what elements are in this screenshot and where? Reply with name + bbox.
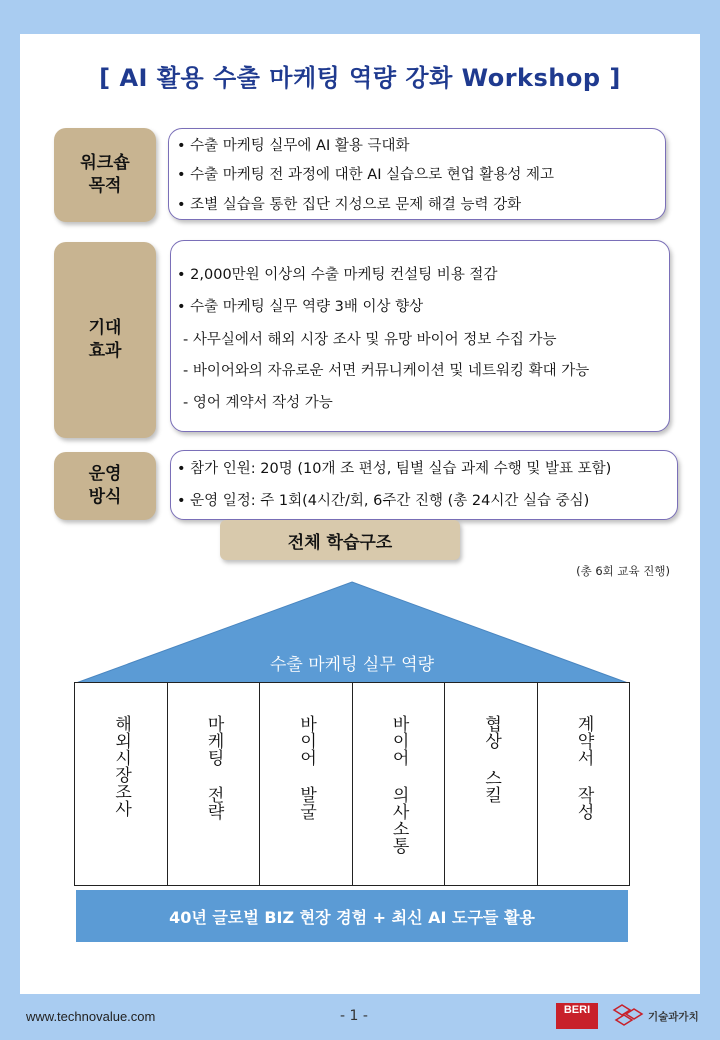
effect-content [170,240,670,432]
pillar-column [353,683,446,885]
pillar-column [538,683,630,885]
pillar-label: 계약서 작성 [573,715,594,820]
footer-url[interactable]: www.technovalue.com [26,1009,156,1024]
operation-content [170,450,678,520]
effect-label: 기대 효과 [54,242,156,438]
effect-line: - 사무실에서 해외 시장 조사 및 유망 바이어 정보 수집 가능 [183,332,557,348]
pillar-column [75,683,168,885]
pillar-column [445,683,538,885]
pillar-label: 바이어 발굴 [296,715,317,820]
pillar-label: 협상 스킬 [481,715,502,803]
pillar-columns [74,682,630,886]
operation-line: • 운영 일정: 주 1회(4시간/회, 6주간 진행 (총 24시간 실습 중심) [177,493,590,509]
company-name: 기술과가치 [648,1011,699,1023]
purpose-line: • 수출 마케팅 전 과정에 대한 AI 실습으로 현업 활용성 제고 [177,167,554,183]
purpose-line: • 조별 실습을 통한 집단 지성으로 문제 해결 능력 강화 [177,197,522,213]
structure-note: (총 6회 교육 진행) [576,564,670,578]
purpose-label: 워크숍 목적 [54,128,156,222]
effect-line: - 바이어와의 자유로운 서면 커뮤니케이션 및 네트워킹 확대 가능 [183,363,590,379]
pillar-label: 마케팅 전략 [203,715,224,820]
page-title: [ AI 활용 수출 마케팅 역량 강화 Workshop ] [99,64,621,92]
purpose-content [168,128,666,220]
effect-line: • 2,000만원 이상의 수출 마케팅 컨설팅 비용 절감 [177,267,498,283]
pillar-column [168,683,261,885]
pillar-label: 해외시장조사 [111,715,132,817]
operation-line: • 참가 인원: 20명 (10개 조 편성, 팀별 실습 과제 수행 및 발표 포함) [177,461,612,477]
page-number: - 1 - [340,1008,368,1024]
effect-line: - 영어 계약서 작성 가능 [183,395,333,411]
roof-line1: 수출 마케팅 실무 역량 [269,655,434,675]
pillar-label: 바이어 의사소통 [388,715,409,854]
operation-label: 운영 방식 [54,452,156,520]
pillar-column [260,683,353,885]
beri-logo: BERI [556,1003,598,1029]
purpose-line: • 수출 마케팅 실무에 AI 활용 극대화 [177,138,410,154]
effect-line: • 수출 마케팅 실무 역량 3배 이상 향상 [177,299,424,315]
foundation-bar: 40년 글로벌 BIZ 현장 경험 + 최신 AI 도구들 활용 [76,890,628,942]
structure-heading: 전체 학습구조 [220,520,460,560]
technovalue-logo-icon [608,1002,648,1030]
